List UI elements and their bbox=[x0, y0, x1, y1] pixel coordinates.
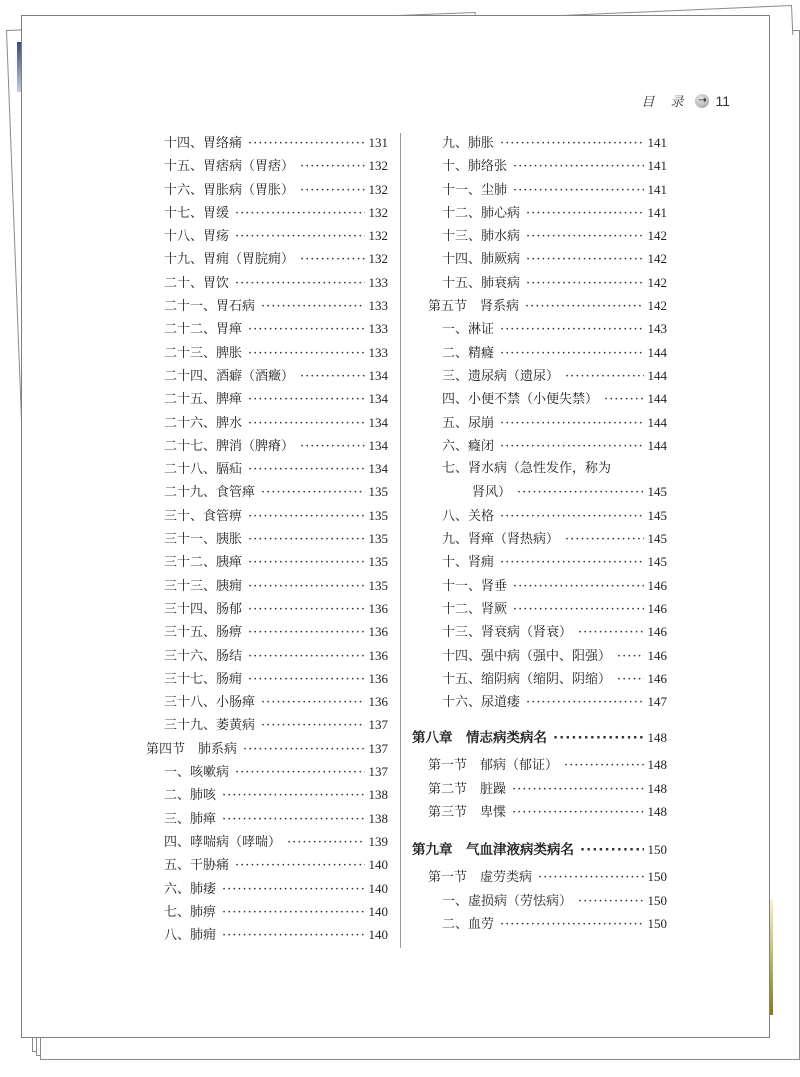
arrow-right-icon: → bbox=[695, 94, 709, 108]
toc-entry[interactable]: 一、淋证 ····· 143 bbox=[412, 317, 667, 340]
toc-left-column bbox=[146, 131, 388, 946]
toc-entry[interactable]: 二十三、脾胀 ····· 133 bbox=[146, 341, 388, 364]
running-head bbox=[641, 91, 730, 110]
column-divider bbox=[400, 133, 401, 948]
toc-entry[interactable]: 二十四、酒癖（酒癥） ····· 134 bbox=[146, 364, 388, 387]
toc-entry[interactable]: 二十五、脾瘅 ····· 134 bbox=[146, 387, 388, 410]
toc-entry[interactable]: 四、小便不禁（小便失禁） ····· 144 bbox=[412, 387, 667, 410]
toc-right-column bbox=[412, 131, 667, 935]
toc-entry[interactable]: 二十六、脾水 ····· 134 bbox=[146, 411, 388, 434]
page-number: 11 bbox=[715, 92, 730, 109]
toc-entry[interactable]: 一、咳嗽病 ····· 137 bbox=[146, 760, 388, 783]
toc-entry[interactable]: 三、遗尿病（遗尿） ····· 144 bbox=[412, 364, 667, 387]
toc-chapter-heading[interactable]: 第九章 气血津液病类病名 ····· 150 bbox=[412, 835, 667, 865]
toc-section-heading[interactable]: 第四节 肺系病 ····· 137 bbox=[146, 737, 388, 760]
toc-entry[interactable]: 五、尿崩 ····· 144 bbox=[412, 411, 667, 434]
toc-entry[interactable]: 十四、强中病（强中、阳强） ····· 146 bbox=[412, 644, 667, 667]
toc-entry[interactable]: 三十七、肠痈 ····· 136 bbox=[146, 667, 388, 690]
running-head-title: 目 录 bbox=[641, 95, 690, 110]
toc-entry[interactable]: 八、肺痈 ····· 140 bbox=[146, 923, 388, 946]
toc-entry[interactable]: 八、关格 ····· 145 bbox=[412, 504, 667, 527]
toc-entry[interactable]: 二、精癃 ····· 144 bbox=[412, 341, 667, 364]
toc-entry[interactable]: 十二、肺心病 ····· 141 bbox=[412, 201, 667, 224]
toc-entry[interactable]: 十三、肺水病 ····· 142 bbox=[412, 224, 667, 247]
toc-entry[interactable]: 十五、肺衰病 ····· 142 bbox=[412, 271, 667, 294]
toc-entry[interactable]: 三十五、肠痹 ····· 136 bbox=[146, 620, 388, 643]
toc-entry-continuation[interactable]: 肾风） ····· 145 bbox=[412, 480, 667, 503]
toc-entry[interactable]: 三十一、胰胀 ····· 135 bbox=[146, 527, 388, 550]
toc-entry[interactable]: 六、癃闭 ····· 144 bbox=[412, 434, 667, 457]
toc-entry[interactable]: 五、干胁痛 ····· 140 bbox=[146, 853, 388, 876]
toc-section-heading[interactable]: 第五节 肾系病 ····· 142 bbox=[412, 294, 667, 317]
toc-entry[interactable]: 三十二、胰瘅 ····· 135 bbox=[146, 550, 388, 573]
toc-entry[interactable]: 十、肾痈 ····· 145 bbox=[412, 550, 667, 573]
toc-entry[interactable]: 二、血劳 ····· 150 bbox=[412, 912, 667, 935]
toc-entry[interactable]: 十四、肺厥病 ····· 142 bbox=[412, 247, 667, 270]
toc-section-heading[interactable]: 第三节 卑惵 ····· 148 bbox=[412, 800, 667, 823]
toc-entry[interactable]: 二、肺咳 ····· 138 bbox=[146, 783, 388, 806]
toc-entry[interactable]: 九、肾瘅（肾热病） ····· 145 bbox=[412, 527, 667, 550]
toc-entry[interactable]: 二十一、胃石病 ····· 133 bbox=[146, 294, 388, 317]
toc-section-heading[interactable]: 第一节 虚劳类病 ····· 150 bbox=[412, 865, 667, 888]
toc-entry[interactable]: 十九、胃痈（胃脘痈） ····· 132 bbox=[146, 247, 388, 270]
toc-entry[interactable]: 二十八、膈疝 ····· 134 bbox=[146, 457, 388, 480]
toc-entry[interactable]: 三十六、肠结 ····· 136 bbox=[146, 644, 388, 667]
toc-entry[interactable]: 二十、胃饮 ····· 133 bbox=[146, 271, 388, 294]
toc-entry[interactable]: 十一、尘肺 ····· 141 bbox=[412, 178, 667, 201]
toc-chapter-heading[interactable]: 第八章 情志病类病名 ····· 148 bbox=[412, 723, 667, 753]
toc-section-heading[interactable]: 第一节 郁病（郁证） ····· 148 bbox=[412, 753, 667, 776]
toc-entry[interactable]: 七、肺痹 ····· 140 bbox=[146, 900, 388, 923]
toc-entry[interactable]: 十七、胃缓 ····· 132 bbox=[146, 201, 388, 224]
toc-entry[interactable]: 十六、胃胀病（胃胀） ····· 132 bbox=[146, 178, 388, 201]
toc-entry[interactable]: 三十四、肠郁 ····· 136 bbox=[146, 597, 388, 620]
toc-section-heading[interactable]: 第二节 脏躁 ····· 148 bbox=[412, 777, 667, 800]
toc-entry[interactable]: 十三、肾衰病（肾衰） ····· 146 bbox=[412, 620, 667, 643]
toc-entry[interactable]: 二十二、胃瘅 ····· 133 bbox=[146, 317, 388, 340]
toc-entry[interactable]: 二十九、食管瘅 ····· 135 bbox=[146, 480, 388, 503]
toc-entry[interactable]: 三十八、小肠瘅 ····· 136 bbox=[146, 690, 388, 713]
toc-entry-wrapped[interactable]: 七、肾水病（急性发作，称为 bbox=[442, 461, 612, 477]
toc-entry[interactable]: 十八、胃疡 ····· 132 bbox=[146, 224, 388, 247]
toc-entry[interactable]: 三、肺瘅 ····· 138 bbox=[146, 807, 388, 830]
toc-entry[interactable]: 十五、胃痞病（胃痞） ····· 132 bbox=[146, 154, 388, 177]
toc-entry[interactable]: 十二、肾厥 ····· 146 bbox=[412, 597, 667, 620]
toc-entry[interactable]: 三十三、胰痈 ····· 135 bbox=[146, 574, 388, 597]
toc-entry[interactable]: 十六、尿道瘘 ····· 147 bbox=[412, 690, 667, 713]
toc-entry[interactable]: 二十七、脾消（脾瘠） ····· 134 bbox=[146, 434, 388, 457]
toc-entry[interactable]: 一、虚损病（劳怯病） ····· 150 bbox=[412, 889, 667, 912]
toc-entry[interactable]: 十四、胃络痛 ····· 131 bbox=[146, 131, 388, 154]
toc-entry[interactable]: 十、肺络张 ····· 141 bbox=[412, 154, 667, 177]
toc-entry[interactable]: 六、肺痿 ····· 140 bbox=[146, 877, 388, 900]
toc-entry[interactable]: 三十九、萎黄病 ····· 137 bbox=[146, 713, 388, 736]
toc-entry[interactable]: 九、肺胀 ····· 141 bbox=[412, 131, 667, 154]
toc-entry[interactable]: 十一、肾垂 ····· 146 bbox=[412, 574, 667, 597]
toc-entry[interactable]: 四、哮喘病（哮喘） ····· 139 bbox=[146, 830, 388, 853]
toc-entry[interactable]: 十五、缩阴病（缩阴、阴缩） ····· 146 bbox=[412, 667, 667, 690]
toc-entry[interactable]: 三十、食管痹 ····· 135 bbox=[146, 504, 388, 527]
